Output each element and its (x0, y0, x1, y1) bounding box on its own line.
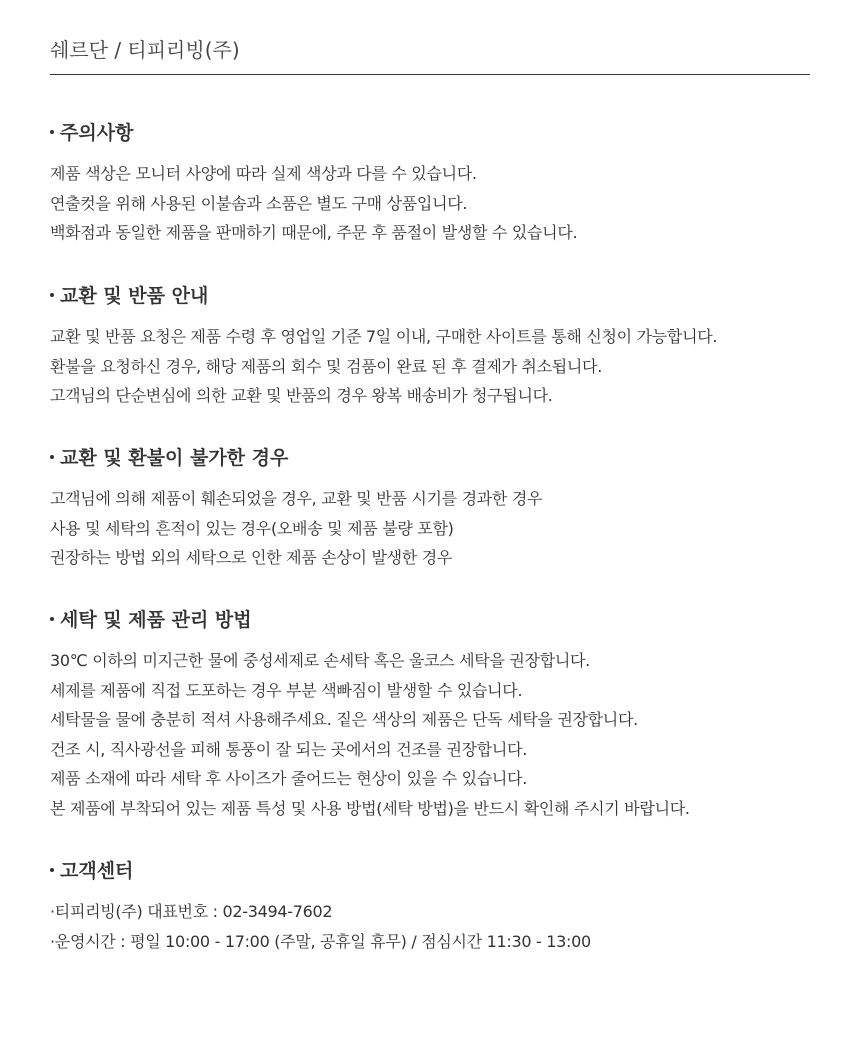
section-title (50, 446, 830, 476)
notice-line: 세탁물을 물에 충분히 적셔 사용해주세요. 짙은 색상의 제품은 단독 세탁을 권장합니다. (50, 710, 638, 729)
notice-line: 본 제품에 부착되어 있는 제품 특성 및 사용 방법(세탁 방법)을 반드시 확인해 주시기 바랍니다. (50, 798, 690, 818)
notice-line: 30℃ 이하의 미지근한 물에 중성세제로 손세탁 혹은 울코스 세탁을 권장합니다. (50, 651, 590, 670)
bullet-icon (50, 617, 54, 621)
section-title-text: 고객센터 (60, 860, 134, 882)
section-title (50, 859, 830, 889)
section-caution (50, 121, 830, 248)
notice-line: 사용 및 세탁의 흔적이 있는 경우(오배송 및 제품 불량 포함) (50, 518, 454, 538)
bullet-icon (50, 293, 54, 297)
notice-line: 세제를 제품에 직접 도포하는 경우 부분 색빠짐이 발생할 수 있습니다. (50, 680, 523, 700)
bullet-icon (50, 455, 54, 459)
notice-line: 건조 시, 직사광선을 피해 통풍이 잘 되는 곳에서의 건조를 권장합니다. (50, 739, 528, 759)
section-title-text: 세탁 및 제품 관리 방법 (60, 609, 252, 631)
section-customer-center (50, 859, 830, 956)
section-non-refundable (50, 446, 830, 573)
notice-line: 교환 및 반품 요청은 제품 수령 후 영업일 기준 7일 이내, 구매한 사이트를 통해 신청이 가능합니다. (50, 327, 718, 346)
notice-line: 제품 색상은 모니터 사양에 따라 실제 색상과 다를 수 있습니다. (50, 164, 477, 183)
notice-line: 권장하는 방법 외의 세탁으로 인한 제품 손상이 발생한 경우 (50, 548, 453, 567)
notice-line: 고객님에 의해 제품이 훼손되었을 경우, 교환 및 반품 시기를 경과한 경우 (50, 489, 543, 508)
bullet-icon (50, 868, 54, 872)
notice-line: 백화점과 동일한 제품을 판매하기 때문에, 주문 후 품절이 발생할 수 있습니다. (50, 223, 578, 242)
brand-header (50, 0, 810, 75)
section-title (50, 608, 830, 638)
section-washing-care (50, 608, 830, 823)
notice-line: 연출컷을 위해 사용된 이불솜과 소품은 별도 구매 상품입니다. (50, 193, 468, 213)
product-notice-page (50, 0, 810, 951)
contact-phone: · 티피리빙(주) 대표번호 : 02-3494-7602 (50, 897, 830, 927)
section-title (50, 284, 830, 314)
notice-line: 제품 소재에 따라 세탁 후 사이즈가 줄어드는 현상이 있을 수 있습니다. (50, 769, 528, 788)
section-title-text: 교환 및 환불이 불가한 경우 (60, 447, 289, 469)
operating-hours: · 운영시간 : 평일 10:00 - 17:00 (주말, 공휴일 휴무) / 점심시간 11:30 - 13:00 (50, 927, 830, 957)
notice-line: 환불을 요청하신 경우, 해당 제품의 회수 및 검품이 완료 된 후 결제가 취소됩니다. (50, 356, 602, 376)
notice-line: 고객님의 단순변심에 의한 교환 및 반품의 경우 왕복 배송비가 청구됩니다. (50, 386, 553, 405)
bullet-icon (50, 130, 54, 134)
section-title-text: 교환 및 반품 안내 (60, 285, 209, 307)
brand-title: 쉐르단 / 티피리빙(주) (50, 38, 240, 62)
section-exchange-return (50, 284, 830, 411)
section-title-text: 주의사항 (60, 122, 134, 144)
section-title (50, 121, 830, 151)
